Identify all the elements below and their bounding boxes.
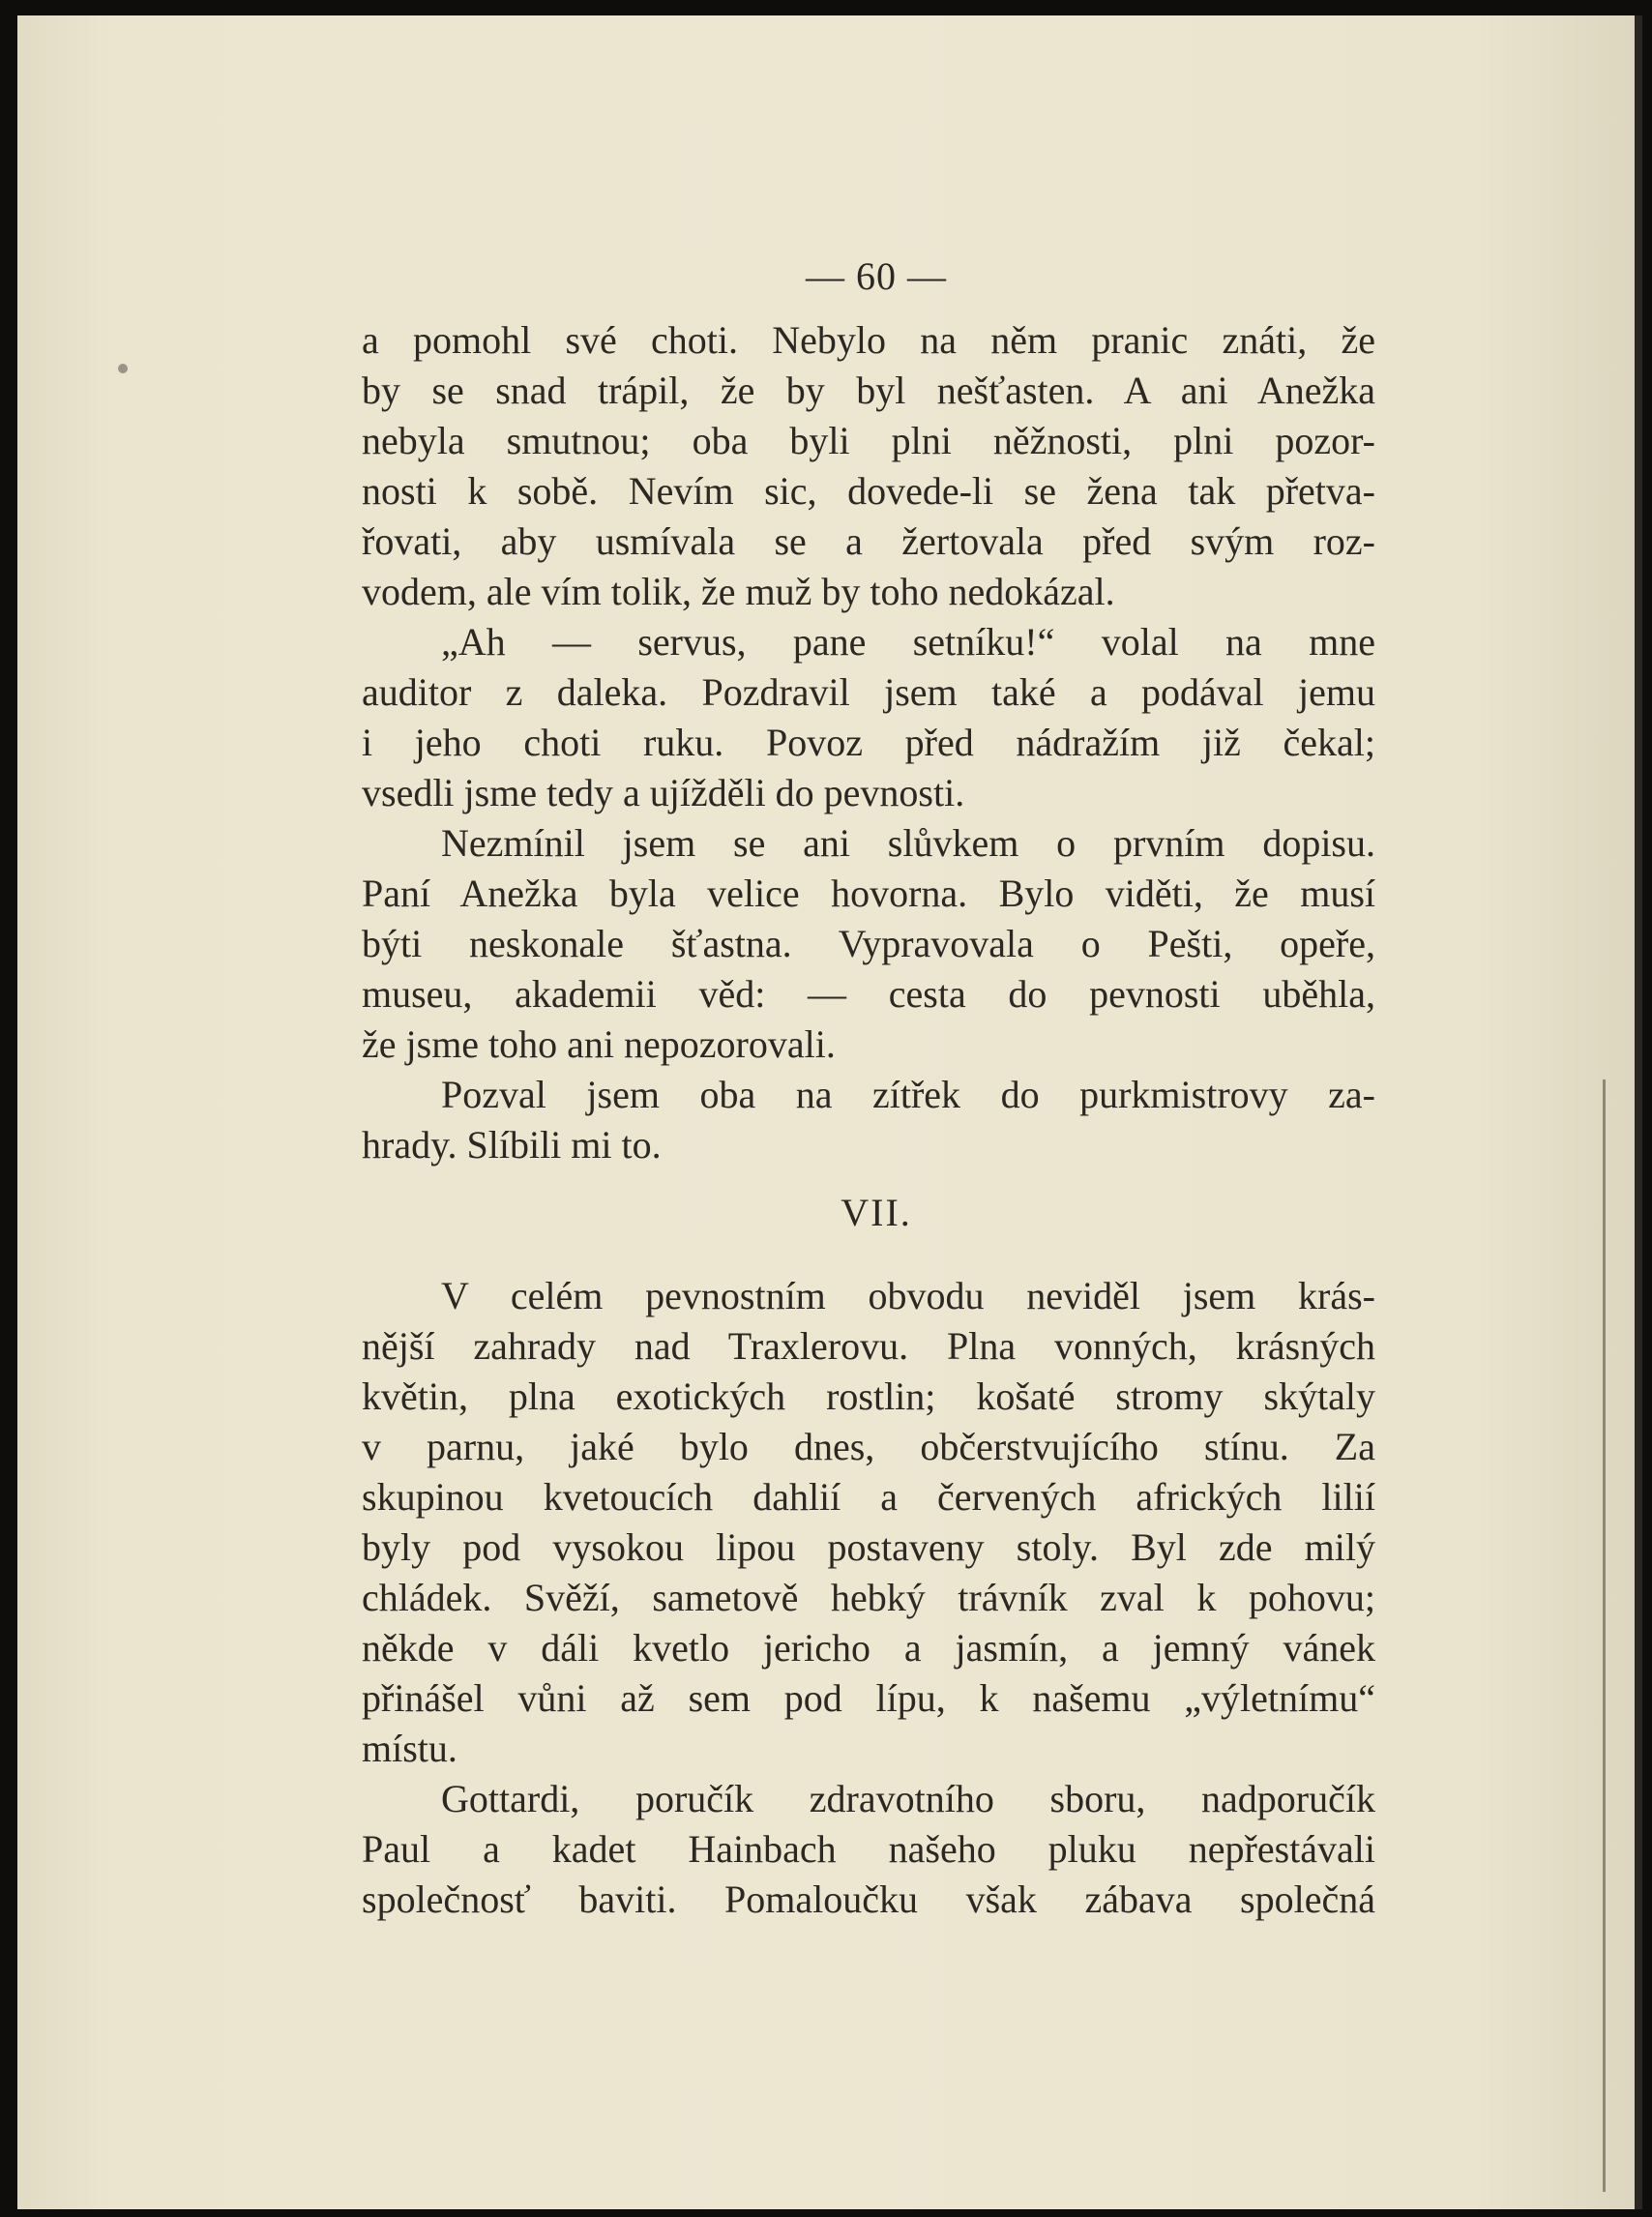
page-edge-shadow: [1603, 1079, 1606, 2192]
text-line: skupinou kvetoucích dahlií a červených afrických lilií: [362, 1475, 1375, 1519]
paragraph: [362, 1774, 1375, 1925]
text-line: Gottardi, poručík zdravotního sboru, nadporučík: [441, 1777, 1375, 1820]
text-line: nější zahrady nad Traxlerovu. Plna vonných, krásných: [362, 1324, 1375, 1368]
text-line: nosti k sobě. Nevím sic, dovede-li se žena tak přetva-: [362, 469, 1375, 513]
text-line: a pomohl své choti. Nebylo na něm pranic znáti, že: [362, 318, 1375, 362]
text-line: museu, akademii věd: — cesta do pevnosti uběhla,: [362, 972, 1375, 1016]
text-line: Nezmínil jsem se ani slůvkem o prvním dopisu.: [441, 821, 1375, 865]
text-line: někde v dáli kvetlo jericho a jasmín, a jemný vánek: [362, 1626, 1375, 1670]
page-number: — 60 —: [806, 254, 947, 298]
text-line: vsedli jsme tedy a ujížděli do pevnosti.: [362, 771, 965, 814]
text-line: by se snad trápil, že by byl nešťasten. A ani Anežka: [362, 369, 1375, 412]
text-line: místu.: [362, 1727, 457, 1770]
text-line: auditor z daleka. Pozdravil jsem také a podával jemu: [362, 670, 1375, 714]
text-line: i jeho choti ruku. Povoz před nádražím již čekal;: [362, 721, 1375, 764]
text-line: V celém pevnostním obvodu neviděl jsem krás-: [441, 1274, 1375, 1317]
text-line: že jsme toho ani nepozorovali.: [362, 1022, 836, 1066]
text-line: Paul a kadet Hainbach našeho pluku nepřestávali: [362, 1827, 1375, 1871]
text-line: květin, plna exotických rostlin; košaté stromy skýtaly: [362, 1375, 1375, 1418]
text-line: Pozval jsem oba na zítřek do purkmistrovy za-: [441, 1073, 1375, 1116]
text-line: přinášel vůni až sem pod lípu, k našemu „výletnímu“: [362, 1676, 1375, 1720]
paragraph: [362, 1070, 1375, 1170]
page-text: [362, 251, 1375, 1925]
text-line: vodem, ale vím tolik, že muž by toho nedokázal.: [362, 570, 1115, 613]
text-line: hrady. Slíbili mi to.: [362, 1123, 662, 1167]
text-line: nebyla smutnou; oba byli plni něžnosti, plni pozor-: [362, 419, 1375, 462]
text-line: Paní Anežka byla velice hovorna. Bylo viděti, že musí: [362, 872, 1375, 915]
paragraph: [362, 617, 1375, 818]
text-line: společnosť baviti. Pomaloučku však zábava společná: [362, 1877, 1375, 1921]
text-line: býti neskonale šťastna. Vypravovala o Pešti, opeře,: [362, 922, 1375, 965]
paragraph: [362, 1271, 1375, 1774]
paragraph: [362, 818, 1375, 1070]
chapter-heading: VII.: [841, 1191, 912, 1234]
text-line: chládek. Svěží, sametově hebký trávník zval k pohovu;: [362, 1576, 1375, 1619]
paragraphs-before-chapter: [362, 315, 1375, 1170]
paragraphs-after-chapter: [362, 1271, 1375, 1925]
paragraph: [362, 315, 1375, 617]
text-line: v parnu, jaké bylo dnes, občerstvujícího stínu. Za: [362, 1425, 1375, 1468]
margin-speck: [118, 364, 128, 373]
text-line: „Ah — servus, pane setníku!“ volal na mne: [441, 620, 1375, 664]
text-line: řovati, aby usmívala se a žertovala před svým roz-: [362, 519, 1375, 563]
text-line: byly pod vysokou lipou postaveny stoly. Byl zde milý: [362, 1525, 1375, 1569]
